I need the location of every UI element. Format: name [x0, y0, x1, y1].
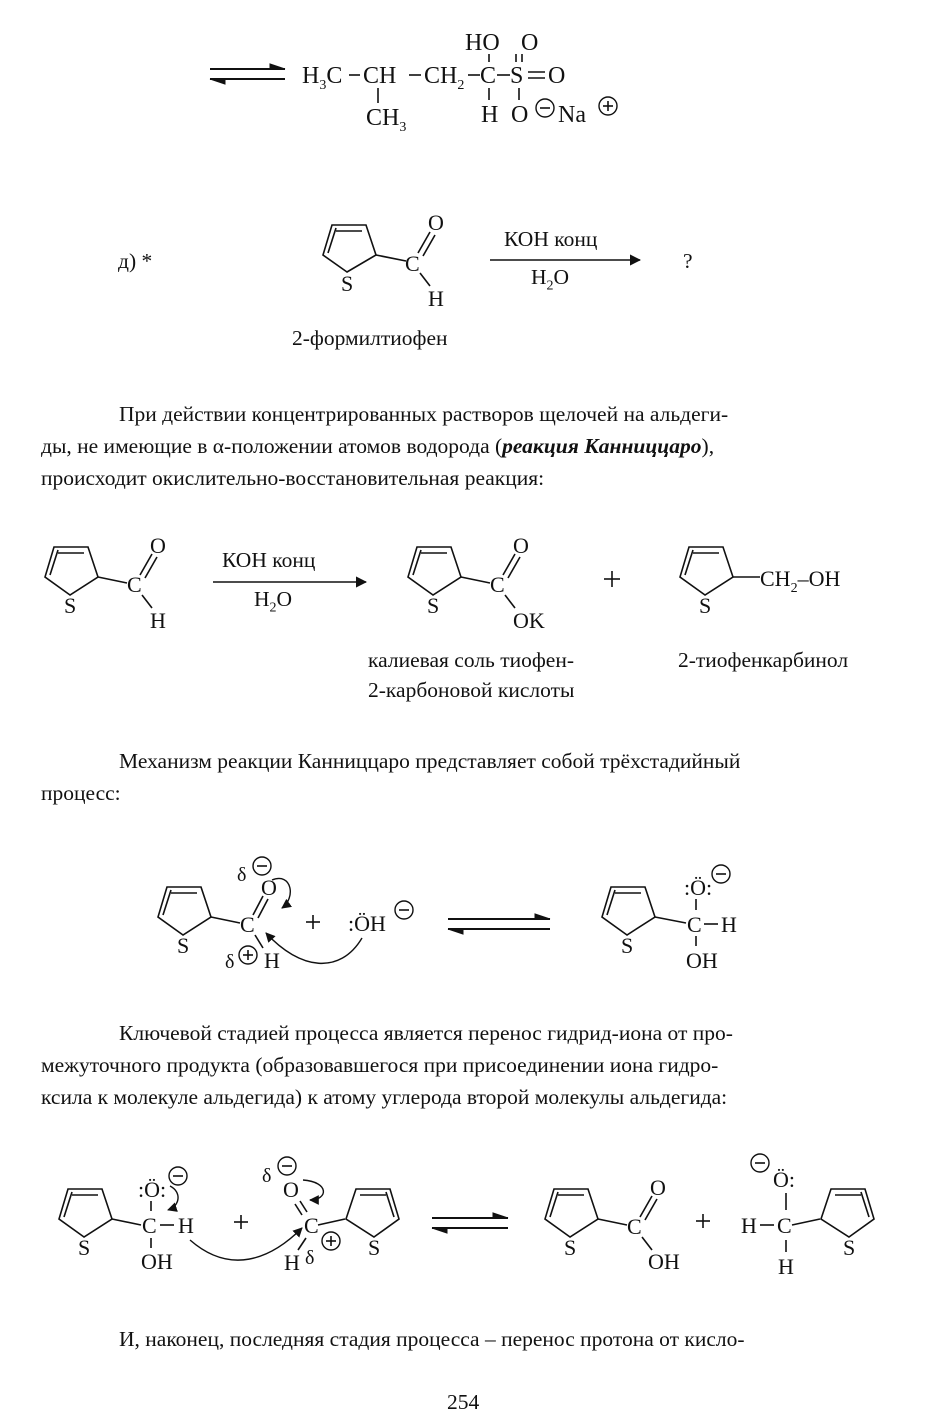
- reagent-bottom-label: $H_2O$: [254, 587, 293, 616]
- hydrogen-atom: H: [721, 912, 737, 937]
- electron-arrow: [168, 1186, 178, 1210]
- caption-carbinol: 2-тиофенкарбинол: [678, 648, 849, 672]
- hydrogen-atom: H: [428, 286, 444, 311]
- carbon-atom: C: [304, 1213, 319, 1238]
- carbon-atom: C: [127, 572, 142, 597]
- minus-charge-icon: [395, 901, 413, 919]
- delta-symbol: δ: [225, 951, 235, 973]
- oxygen-atom: O: [650, 1175, 666, 1200]
- reagent-bottom-label: $H_2O$: [531, 265, 570, 294]
- thiophene-ring: [821, 1189, 874, 1237]
- question-mark: ?: [683, 249, 693, 273]
- thiophene-ring: [408, 547, 490, 595]
- paragraph-line: Ключевой стадией процесса является перенос гидрид-иона от про-: [119, 1021, 733, 1045]
- hydroxyl-group: OH: [648, 1249, 680, 1274]
- ch-group: CH: [363, 63, 397, 89]
- problem-label: д) *: [118, 249, 153, 273]
- hydrogen-atom: H: [150, 608, 166, 633]
- sulfur-atom: S: [510, 63, 524, 89]
- alkoxide-oxygen: Ö:: [773, 1167, 796, 1192]
- carbon-atom: C: [490, 572, 505, 597]
- plus-charge-icon: [322, 1232, 340, 1250]
- hydroxide-ion: :ÖH: [348, 911, 386, 936]
- paragraph-line: При действии концентрированных растворов щелочей на альдеги-: [119, 402, 729, 426]
- emphasized-term: реакция Канниццаро: [502, 434, 702, 458]
- thiophene-ring: [59, 1189, 141, 1237]
- hydroxyl-group: OH: [141, 1249, 173, 1274]
- paragraph-line: И, наконец, последняя стадия процесса – перенос протона от кисло-: [119, 1327, 745, 1351]
- sulfur-atom: S: [699, 593, 712, 618]
- minus-charge-icon: [253, 857, 271, 875]
- paragraph-cannizzaro-intro: [41, 398, 893, 494]
- hydrogen-atom: H: [481, 102, 499, 128]
- reagent-top-label: КОН конц: [222, 548, 316, 572]
- ch2-group: $CH_2$: [424, 63, 465, 93]
- oxygen-atom: O: [521, 30, 539, 56]
- sulfur-atom: S: [341, 271, 354, 296]
- oxygen-atom: O: [283, 1177, 299, 1202]
- minus-charge-icon: [536, 99, 554, 117]
- sulfur-atom: S: [368, 1235, 381, 1260]
- carbon-atom: C: [777, 1213, 792, 1238]
- paragraph-line: процесс:: [41, 781, 121, 805]
- sodium-atom: Na: [558, 102, 586, 128]
- sulfur-atom: S: [427, 593, 440, 618]
- carbon-atom: C: [480, 63, 497, 89]
- minus-charge-icon: [278, 1157, 296, 1175]
- alkoxide-oxygen: :Ö:: [138, 1177, 167, 1202]
- sulfonate-structure: [302, 30, 617, 135]
- thiophene-ring: [323, 225, 406, 272]
- caption-line: 2-карбоновой кислоты: [368, 678, 575, 702]
- sulfur-atom: S: [64, 593, 77, 618]
- equilibrium-arrow: [432, 1213, 508, 1233]
- alkoxide-oxygen: :Ö:: [684, 875, 713, 900]
- nucleophile-arrow: [266, 933, 362, 963]
- hydrogen-atom: H: [178, 1213, 194, 1238]
- mechanism-step-1: [158, 857, 737, 973]
- sulfur-atom: S: [177, 933, 190, 958]
- mechanism-step-2: [59, 1154, 874, 1279]
- thiophene-ring: [158, 887, 240, 935]
- sulfur-atom: S: [564, 1235, 577, 1260]
- delta-symbol: δ: [305, 1247, 315, 1269]
- oxygen-atom: O: [261, 875, 277, 900]
- caption-formylthiophene: 2-формилтиофен: [292, 326, 448, 350]
- thiophene-ring: [680, 547, 760, 595]
- carbon-atom: C: [627, 1214, 642, 1239]
- thiophene-ring: [545, 1189, 627, 1237]
- oxygen-atom: O: [150, 533, 166, 558]
- oxygen-atom: O: [548, 63, 566, 89]
- potassium-oxide-group: OK: [513, 608, 545, 633]
- paragraph-hydride-transfer: [41, 1017, 893, 1113]
- hydrogen-atom: H: [741, 1213, 757, 1238]
- thiophene-ring: [45, 547, 127, 595]
- paragraph-mechanism-intro: [41, 745, 893, 809]
- thiophene-ring: [346, 1189, 399, 1237]
- sulfur-atom: S: [621, 933, 634, 958]
- paragraph-final-stage: [41, 1323, 893, 1355]
- oxygen-atom: O: [513, 533, 529, 558]
- cannizzaro-overall-scheme: [45, 533, 840, 633]
- paragraph-line: ды, не имеющие в α-положении атомов водорода (реакция Канниццаро),: [41, 434, 715, 458]
- plus-charge-icon: [599, 97, 617, 115]
- caption-line: калиевая соль тиофен-: [368, 648, 575, 672]
- minus-charge-icon: [751, 1154, 769, 1172]
- minus-charge-icon: [169, 1167, 187, 1185]
- hydrogen-atom: H: [778, 1254, 794, 1279]
- page-number: 254: [447, 1390, 480, 1414]
- carbon-atom: C: [687, 912, 702, 937]
- hydroxyl-group: HO: [465, 30, 500, 56]
- electron-arrow: [303, 1180, 323, 1200]
- hydroxyl-group: OH: [686, 948, 718, 973]
- sulfur-atom: S: [78, 1235, 91, 1260]
- caption-potassium-salt: [368, 645, 574, 705]
- minus-charge-icon: [712, 865, 730, 883]
- reagent-top-label: КОН конц: [504, 227, 598, 251]
- carbon-atom: C: [405, 251, 420, 276]
- equilibrium-arrow: [448, 914, 550, 934]
- delta-symbol: δ: [237, 864, 247, 886]
- sulfur-atom: S: [843, 1235, 856, 1260]
- oxygen-atom: O: [511, 102, 529, 128]
- carbon-atom: C: [142, 1213, 157, 1238]
- paragraph-line: ксила к молекуле альдегида) к атому углерода второй молекулы альдегида:: [41, 1085, 728, 1109]
- paragraph-line: межуточного продукта (образовавшегося при присоединении иона гидро-: [41, 1053, 719, 1077]
- paragraph-line: происходит окислительно-восстановительная реакция:: [41, 466, 545, 490]
- hydrogen-atom: H: [264, 948, 280, 973]
- oxygen-atom: O: [428, 210, 444, 235]
- ch3-group: $CH_3$: [366, 105, 407, 135]
- sulfonate-equilibrium: [210, 30, 617, 135]
- equilibrium-arrow: [210, 64, 285, 84]
- thiophene-ring: [602, 887, 686, 935]
- h3c-group: $H_3C$: [302, 63, 343, 93]
- carbon-atom: C: [240, 912, 255, 937]
- delta-symbol: δ: [262, 1165, 272, 1187]
- ch2oh-group: $CH_2-OH$: [760, 566, 841, 596]
- plus-charge-icon: [239, 946, 257, 964]
- paragraph-line: Механизм реакции Канниццаро представляет собой трёхстадийный: [119, 749, 741, 773]
- hydrogen-atom: H: [284, 1250, 300, 1275]
